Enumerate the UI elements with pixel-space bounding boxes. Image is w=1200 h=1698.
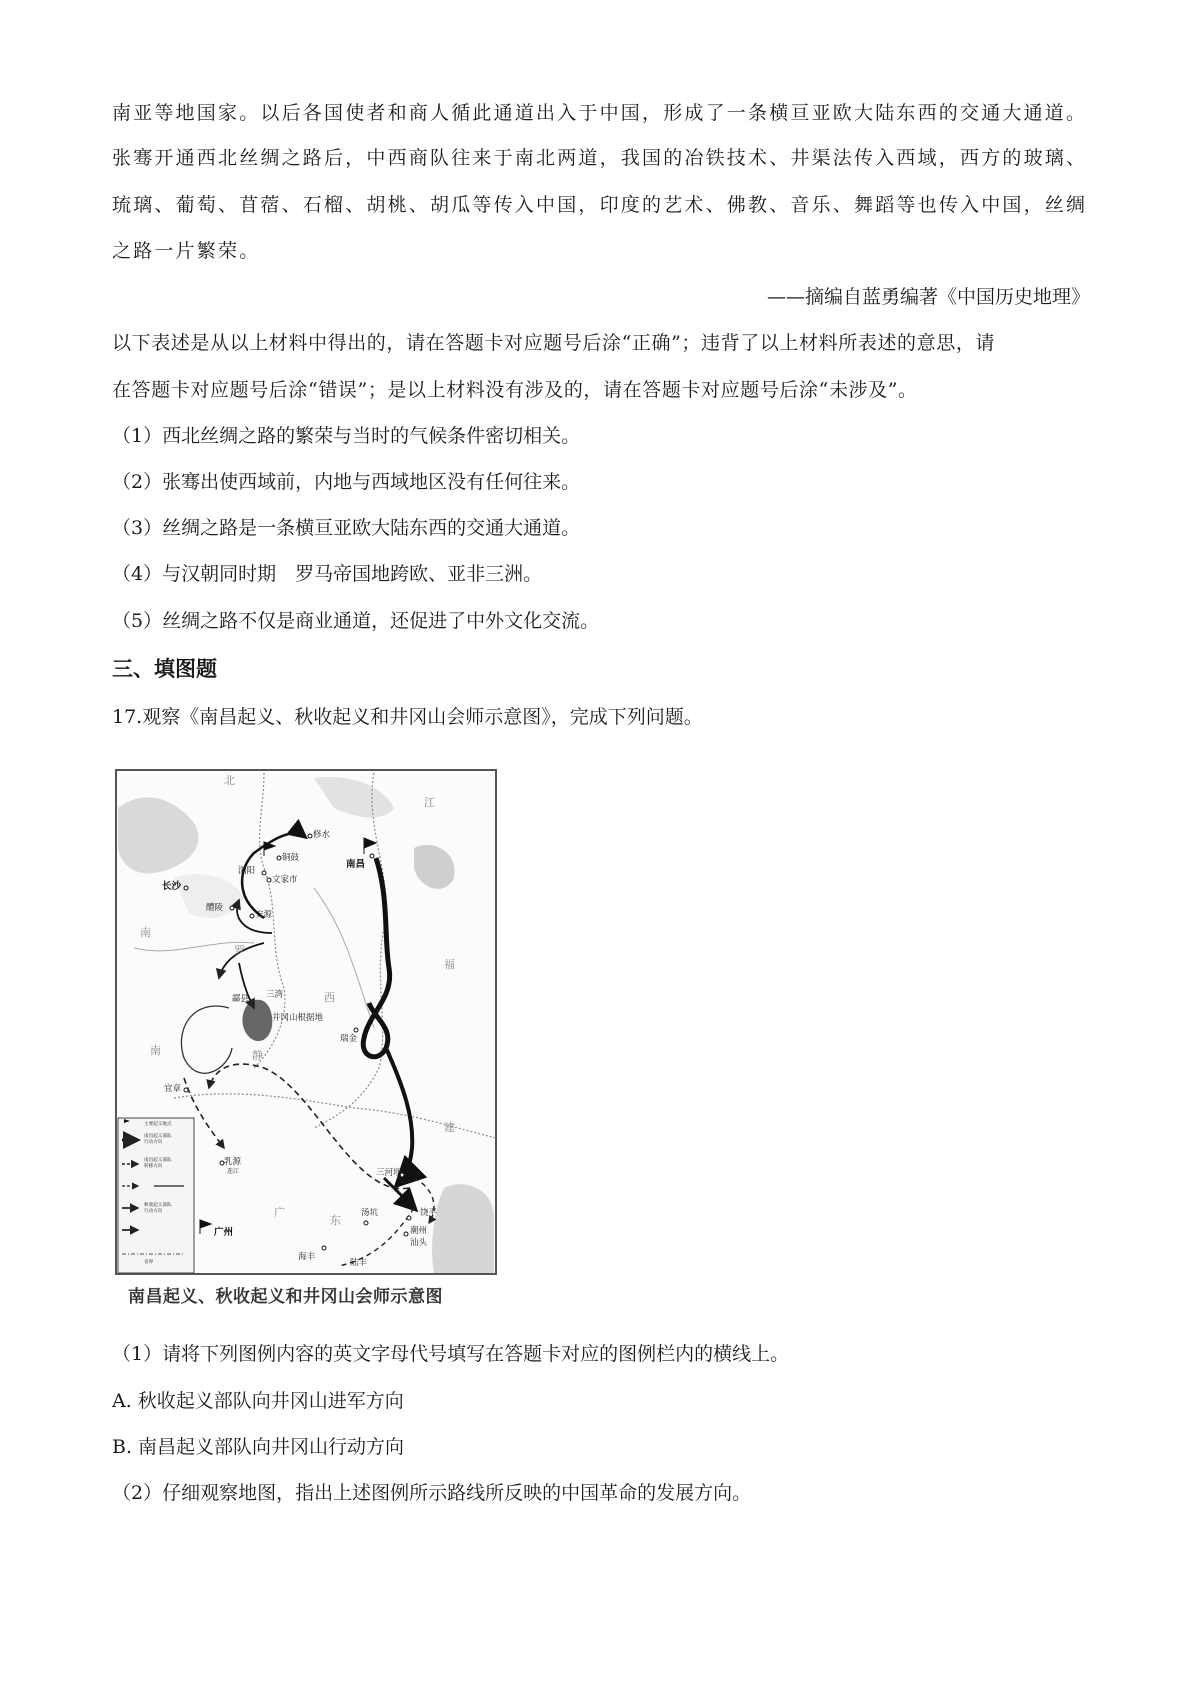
- place-label: 铜鼓: [282, 853, 300, 863]
- place-label: 井冈山根据地: [272, 1013, 324, 1023]
- option-a: A. 秋收起义部队向井冈山进军方向: [112, 1390, 404, 1412]
- place-label: 修水: [313, 830, 331, 840]
- map-graphic: [114, 768, 498, 1278]
- place-label: 醴陵: [206, 903, 224, 913]
- terrain-patch: [432, 1184, 494, 1273]
- legend-label: 秋收起义部队: [144, 1203, 172, 1208]
- passage-line-4: 之路一片繁荣。: [112, 240, 261, 262]
- statement-1: （1）西北丝绸之路的繁荣与当时的气候条件密切相关。: [112, 425, 581, 447]
- place-label: 长沙: [162, 881, 182, 892]
- statement-4: （4）与汉朝同时期 罗马帝国地跨欧、亚非三洲。: [112, 563, 543, 585]
- map-region-label: 广: [274, 1206, 285, 1219]
- place-label: 瑞金: [340, 1034, 358, 1044]
- legend-label: 南昌起义部队: [144, 1158, 172, 1163]
- place-label: 海丰: [298, 1252, 316, 1262]
- map-region-label: 南: [150, 1044, 161, 1057]
- map-region-label: 静: [252, 1049, 263, 1062]
- place-label: 潮州: [410, 1226, 428, 1236]
- place-label: 广州: [214, 1227, 234, 1238]
- map-region-label: 江: [424, 796, 435, 809]
- historical-map: [114, 768, 498, 1307]
- legend-label: 省界: [144, 1260, 154, 1265]
- place-label: 宜章: [164, 1084, 182, 1094]
- place-label: 汤坑: [361, 1208, 379, 1218]
- legend-label: 行动方向: [144, 1209, 163, 1214]
- place-label: 文家市: [272, 875, 298, 885]
- option-b: B. 南昌起义部队向井冈山行动方向: [112, 1436, 405, 1458]
- map-region-label: 罗: [234, 944, 245, 957]
- map-region-label: 福: [444, 958, 455, 971]
- subquestion-2: （2）仔细观察地图，指出上述图例所示路线所反映的中国革命的发展方向。: [112, 1482, 752, 1504]
- place-label: 浏阳: [238, 866, 256, 876]
- legend-label: 转移方向: [144, 1164, 163, 1169]
- statement-3: （3）丝绸之路是一条横亘亚欧大陆东西的交通大通道。: [112, 517, 581, 539]
- map-region-label: 北: [224, 774, 235, 787]
- passage-line-1: 南亚等地国家。以后各国使者和商人循此通道出入于中国，形成了一条横亘亚欧大陆东西的交通大通道。: [112, 102, 1088, 124]
- map-region-label: 南: [140, 926, 151, 939]
- place-label: 汕头: [410, 1238, 428, 1248]
- place-label: 三河坝: [376, 1168, 402, 1178]
- instruction-line-1: 以下表述是从以上材料中得出的，请在答题卡对应题号后涂“正确”；违背了以上材料所表述的意思，请: [112, 332, 996, 354]
- passage-line-2: 张骞开通西北丝绸之路后，中西商队往来于南北两道，我国的冶铁技术、井渠法传入西域，西方的玻璃、: [112, 147, 1088, 169]
- map-region-label: 建: [444, 1121, 455, 1134]
- instruction-line-2: 在答题卡对应题号后涂“错误”；是以上材料没有涉及的，请在答题卡对应题号后涂“未涉及”。: [112, 379, 918, 401]
- legend-label: 主要起义地点: [144, 1122, 172, 1127]
- passage-source: ——摘编自蓝勇编著《中国历史地理》: [766, 286, 1090, 308]
- legend-label: 南昌起义部队: [144, 1134, 172, 1139]
- place-label: 安源: [255, 910, 273, 920]
- question-17: 17.观察《南昌起义、秋收起义和井冈山会师示意图》，完成下列问题。: [112, 706, 703, 728]
- map-region-label: 西: [324, 991, 335, 1004]
- map-caption: 南昌起义、秋收起义和井冈山会师示意图: [128, 1287, 443, 1307]
- place-label: 陆丰: [350, 1258, 368, 1268]
- place-label: 三湾: [266, 990, 284, 1000]
- statement-2: （2）张骞出使西域前，内地与西域地区没有任何往来。: [112, 471, 581, 493]
- legend-label: 行动方向: [144, 1140, 163, 1145]
- place-label: 酃县: [232, 994, 250, 1004]
- place-label: 乳源: [224, 1157, 242, 1167]
- place-label: 连江: [227, 1168, 240, 1175]
- place-label: 南昌: [346, 859, 366, 870]
- statement-5: （5）丝绸之路不仅是商业通道，还促进了中外文化交流。: [112, 610, 600, 632]
- map-region-label: 东: [330, 1214, 341, 1227]
- place-label: 饶平: [420, 1208, 438, 1218]
- section-heading: 三、填图题: [112, 657, 217, 681]
- passage-line-3: 琉璃、葡萄、苜蓿、石榴、胡桃、胡瓜等传入中国，印度的艺术、佛教、音乐、舞蹈等也传入中国，丝绸: [112, 194, 1088, 216]
- subquestion-1: （1）请将下列图例内容的英文字母代号填写在答题卡对应的图例栏内的横线上。: [112, 1343, 790, 1365]
